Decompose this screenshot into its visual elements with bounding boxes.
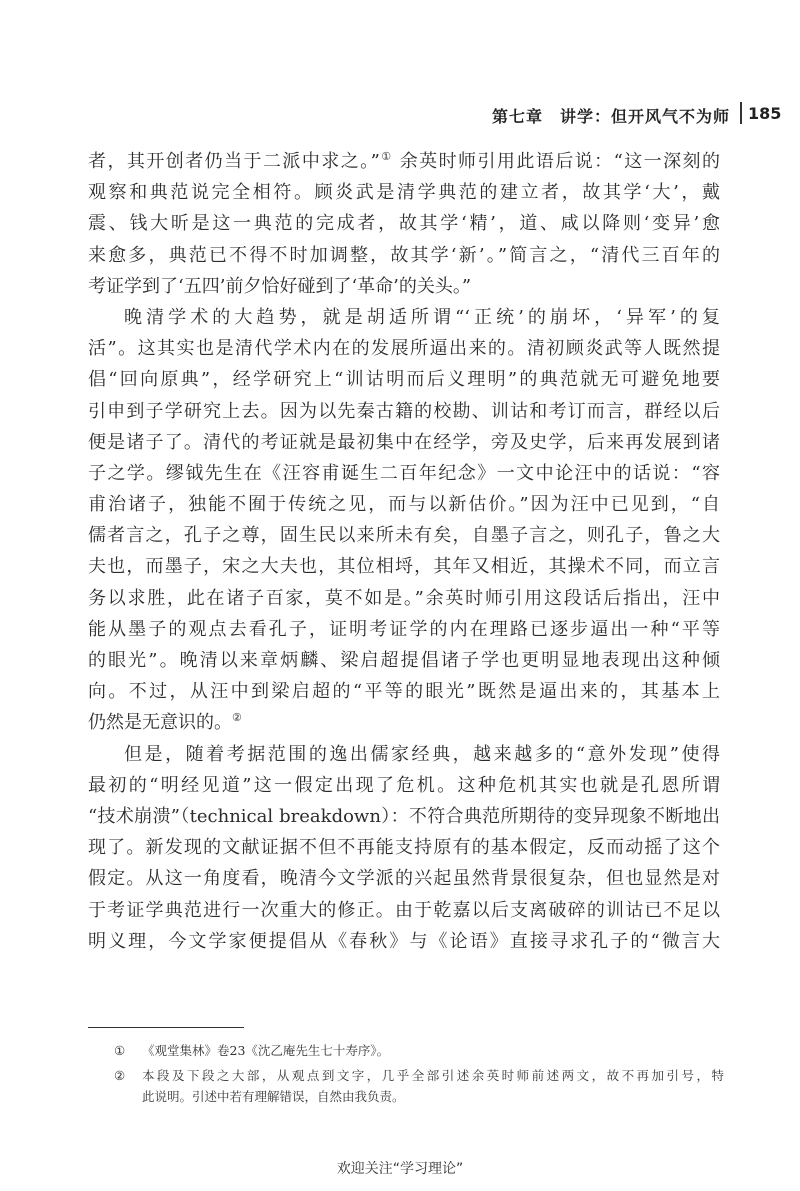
footnote-ref-1[interactable]: ① — [379, 150, 393, 163]
paragraph-line: 活”。这其实也是清代学术内在的发展所逼出来的。清初顾炎武等人既然提 — [88, 338, 720, 360]
footer-caption: 欢迎关注“学习理论” — [336, 1161, 464, 1177]
paragraph-line: 儒者言之，孔子之尊，固生民以来所未有矣，自墨子言之，则孔子，鲁之大 — [88, 525, 720, 547]
footnote-text: 《观堂集林》卷23《沈乙庵先生七十寿序》。 — [142, 1043, 390, 1058]
footnote-text: 本段及下段之大部，从观点到文字，几乎全部引述余英时师前述两文，故不再加引号，特 — [142, 1068, 724, 1083]
paragraph-line: 现了。新发现的文献证据不但不再能支持原有的基本假定，反而动摇了这个 — [88, 837, 720, 859]
paragraph-line: 倡“回向原典”，经学研究上“训诂明而后义理明”的典范就无可避免地要 — [88, 369, 720, 391]
footnote-1 — [114, 1040, 724, 1061]
paragraph-line: 于考证学典范进行一次重大的修正。由于乾嘉以后支离破碎的训诂已不足以 — [88, 899, 720, 921]
page-number: 185 — [748, 104, 782, 123]
paragraph-line: 假定。从这一角度看，晚清今文学派的兴起虽然背景很复杂，但也显然是对 — [88, 868, 720, 890]
paragraph-line: 子之学。缪钺先生在《汪容甫诞生二百年纪念》一文中论汪中的话说：“容 — [88, 462, 720, 484]
paragraph-line: 的眼光”。晚清以来章炳麟、梁启超提倡诸子学也更明显地表现出这种倾 — [88, 650, 720, 671]
footnote-mark: ① — [114, 1043, 126, 1058]
paragraph-line: 甫治诸子，独能不囿于传统之见，而与以新估价。”因为汪中已见到，“自 — [88, 494, 720, 516]
paragraph-line: 向。不过，从汪中到梁启超的“平等的眼光”既然是逼出来的，其基本上 — [88, 681, 720, 703]
paragraph-line: “技术崩溃”（technical breakdown）：不符合典范所期待的变异现象不断地出 — [88, 805, 720, 827]
header-divider — [740, 102, 742, 124]
footnote-2 — [114, 1065, 724, 1107]
footnote-divider — [88, 1027, 244, 1028]
body-text — [88, 146, 720, 957]
footnote-text: 此说明。引述中若有理解错误，自然由我负责。 — [142, 1089, 405, 1104]
paragraph-line: 务以求胜，此在诸子百家，莫不如是。”余英时师引用这段话后指出，汪中 — [88, 587, 720, 609]
footnote-mark: ② — [114, 1068, 126, 1083]
paragraph-line: 便是诸子了。清代的考证就是最初集中在经学，旁及史学，后来再发展到诸 — [88, 431, 720, 453]
paragraph-line: 来愈多，典范已不得不时加调整，故其学‘新’。”简言之，“清代三百年的 — [88, 244, 720, 266]
paragraph-line: 明义理，今文学家便提倡从《春秋》与《论语》直接寻求孔子的“微言大 — [88, 930, 720, 952]
paragraph-line: 最初的“明经见道”这一假定出现了危机。这种危机其实也就是孔恩所谓 — [88, 774, 720, 796]
paragraph-line: 仍然是无意识的。② — [88, 711, 242, 734]
paragraph-line: 夫也，而墨子，宋之大夫也，其位相埒，其年又相近，其操术不同，而立言 — [88, 556, 720, 578]
paragraph-line: 但是，随着考据范围的逸出儒家经典，越来越多的“意外发现”使得 — [124, 743, 720, 765]
running-header — [0, 100, 800, 130]
paragraph-line: 考证学到了‘五四’前夕恰好碰到了‘革命’的关头。” — [88, 275, 472, 297]
paragraph-line: 能从墨子的观点去看孔子，证明考证学的内在理路已逐步逼出一种“平等 — [88, 618, 720, 640]
chapter-title: 第七章 讲学：但开风气不为师 — [491, 107, 730, 126]
paragraph-line: 观察和典范说完全相符。顾炎武是清学典范的建立者，故其学‘大’，戴 — [88, 182, 720, 204]
paragraph-line: 引申到子学研究上去。因为以先秦古籍的校勘、训诂和考订而言，群经以后 — [88, 400, 720, 422]
footnote-ref-2[interactable]: ② — [232, 711, 242, 725]
paragraph-line: 者，其开创者仍当于二派中求之。”① 余英时师引用此语后说：“这一深刻的 — [88, 150, 720, 172]
paragraph-line: 震、钱大昕是这一典范的完成者，故其学‘精’，道、咸以降则‘变异’愈 — [88, 213, 720, 235]
footnotes — [114, 1040, 724, 1107]
paragraph-line: 晚清学术的大趋势，就是胡适所谓“‘正统’的崩坏，‘异军’的复 — [124, 306, 720, 328]
